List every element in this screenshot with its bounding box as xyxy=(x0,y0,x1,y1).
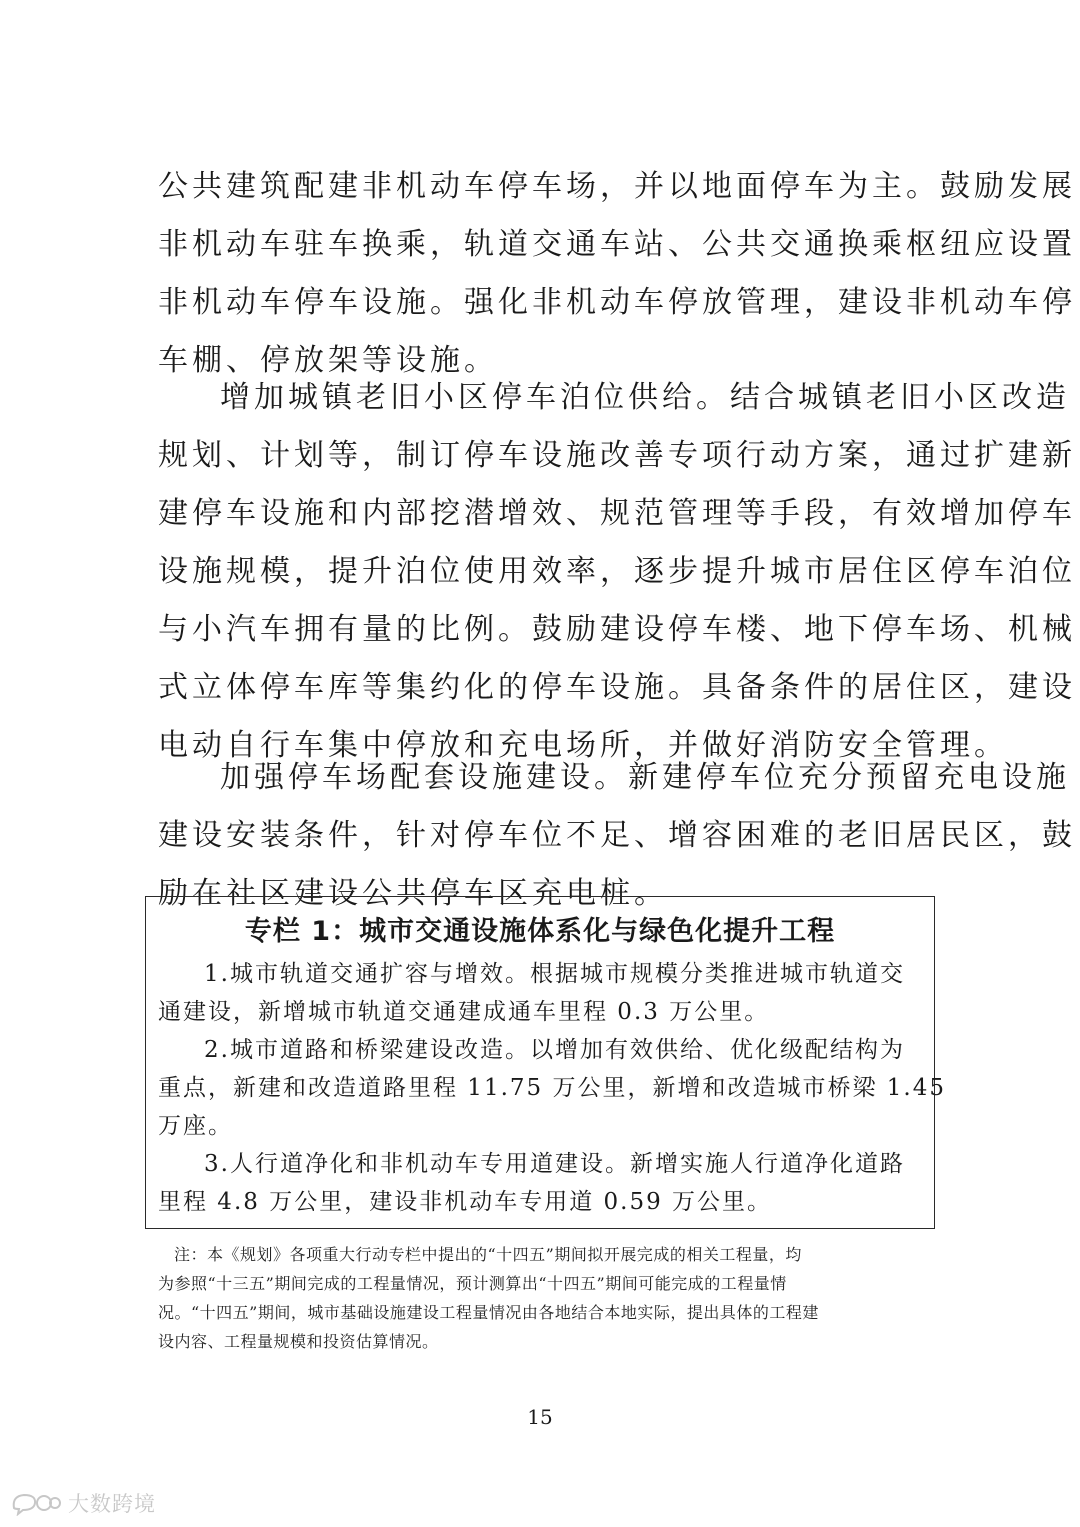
paragraph-line: 增加城镇老旧小区停车泊位供给。结合城镇老旧小区改造 xyxy=(220,380,1070,415)
feature-box xyxy=(145,896,946,1229)
page-number: 15 xyxy=(527,1405,553,1429)
feature-box-body xyxy=(158,955,946,1221)
feature-item-1 xyxy=(158,955,928,1031)
watermark-text: 大数跨境 xyxy=(68,1492,156,1516)
footnote-line: 设内容、工程量规模和投资估算情况。 xyxy=(158,1332,439,1351)
feature-item-line: 3.人行道净化和非机动车专用道建设。新增实施人行道净化道路 xyxy=(204,1151,905,1177)
paragraph-line: 与小汽车拥有量的比例。鼓励建设停车楼、地下停车场、机械 xyxy=(158,612,1076,647)
paragraph-line: 设施规模，提升泊位使用效率，逐步提升城市居住区停车泊位 xyxy=(158,554,1076,589)
feature-item-line: 通建设，新增城市轨道交通建成通车里程 0.3 万公里。 xyxy=(158,999,770,1025)
chat-bubble-logo-icon xyxy=(10,1490,62,1516)
paragraph-line: 非机动车驻车换乘，轨道交通车站、公共交通换乘枢纽应设置 xyxy=(158,227,1076,262)
paragraph-line: 车棚、停放架等设施。 xyxy=(158,343,498,378)
paragraph-line: 公共建筑配建非机动车停车场，并以地面停车为主。鼓励发展 xyxy=(158,169,1076,204)
feature-item-line: 1.城市轨道交通扩容与增效。根据城市规模分类推进城市轨道交 xyxy=(204,961,905,987)
feature-item-line: 里程 4.8 万公里，建设非机动车专用道 0.59 万公里。 xyxy=(158,1189,773,1215)
watermark xyxy=(10,1488,156,1518)
feature-item-2 xyxy=(158,1031,946,1145)
body-paragraph-2 xyxy=(158,369,1076,775)
feature-item-line: 万座。 xyxy=(158,1113,233,1139)
footnote xyxy=(158,1240,938,1356)
footnote-line: 注：本《规划》各项重大行动专栏中提出的“十四五”期间拟开展完成的相关工程量，均 xyxy=(174,1245,802,1264)
paragraph-line: 式立体停车库等集约化的停车设施。具备条件的居住区，建设 xyxy=(158,670,1076,705)
paragraph-line: 非机动车停车设施。强化非机动车停放管理，建设非机动车停 xyxy=(158,285,1076,320)
feature-item-3 xyxy=(158,1145,928,1221)
paragraph-line: 建设安装条件，针对停车位不足、增容困难的老旧居民区，鼓 xyxy=(158,818,1076,853)
feature-box-title: 专栏 1：城市交通设施体系化与绿色化提升工程 xyxy=(244,916,836,947)
feature-item-line: 重点，新建和改造道路里程 11.75 万公里，新增和改造城市桥梁 1.45 xyxy=(158,1075,946,1101)
body-paragraph-1 xyxy=(158,158,1076,390)
paragraph-line: 规划、计划等，制订停车设施改善专项行动方案，通过扩建新 xyxy=(158,438,1076,473)
paragraph-line: 建停车设施和内部挖潜增效、规范管理等手段，有效增加停车 xyxy=(158,496,1076,531)
paragraph-line: 励在社区建设公共停车区充电桩。 xyxy=(158,876,668,911)
footnote-line: 况。“十四五”期间，城市基础设施建设工程量情况由各地结合本地实际，提出具体的工程建 xyxy=(158,1303,819,1322)
feature-item-line: 2.城市道路和桥梁建设改造。以增加有效供给、优化级配结构为 xyxy=(204,1037,905,1063)
paragraph-line: 加强停车场配套设施建设。新建停车位充分预留充电设施 xyxy=(220,760,1070,795)
paragraph-line: 电动自行车集中停放和充电场所，并做好消防安全管理。 xyxy=(158,728,1008,763)
footnote-line: 为参照“十三五”期间完成的工程量情况，预计测算出“十四五”期间可能完成的工程量情 xyxy=(158,1274,787,1293)
